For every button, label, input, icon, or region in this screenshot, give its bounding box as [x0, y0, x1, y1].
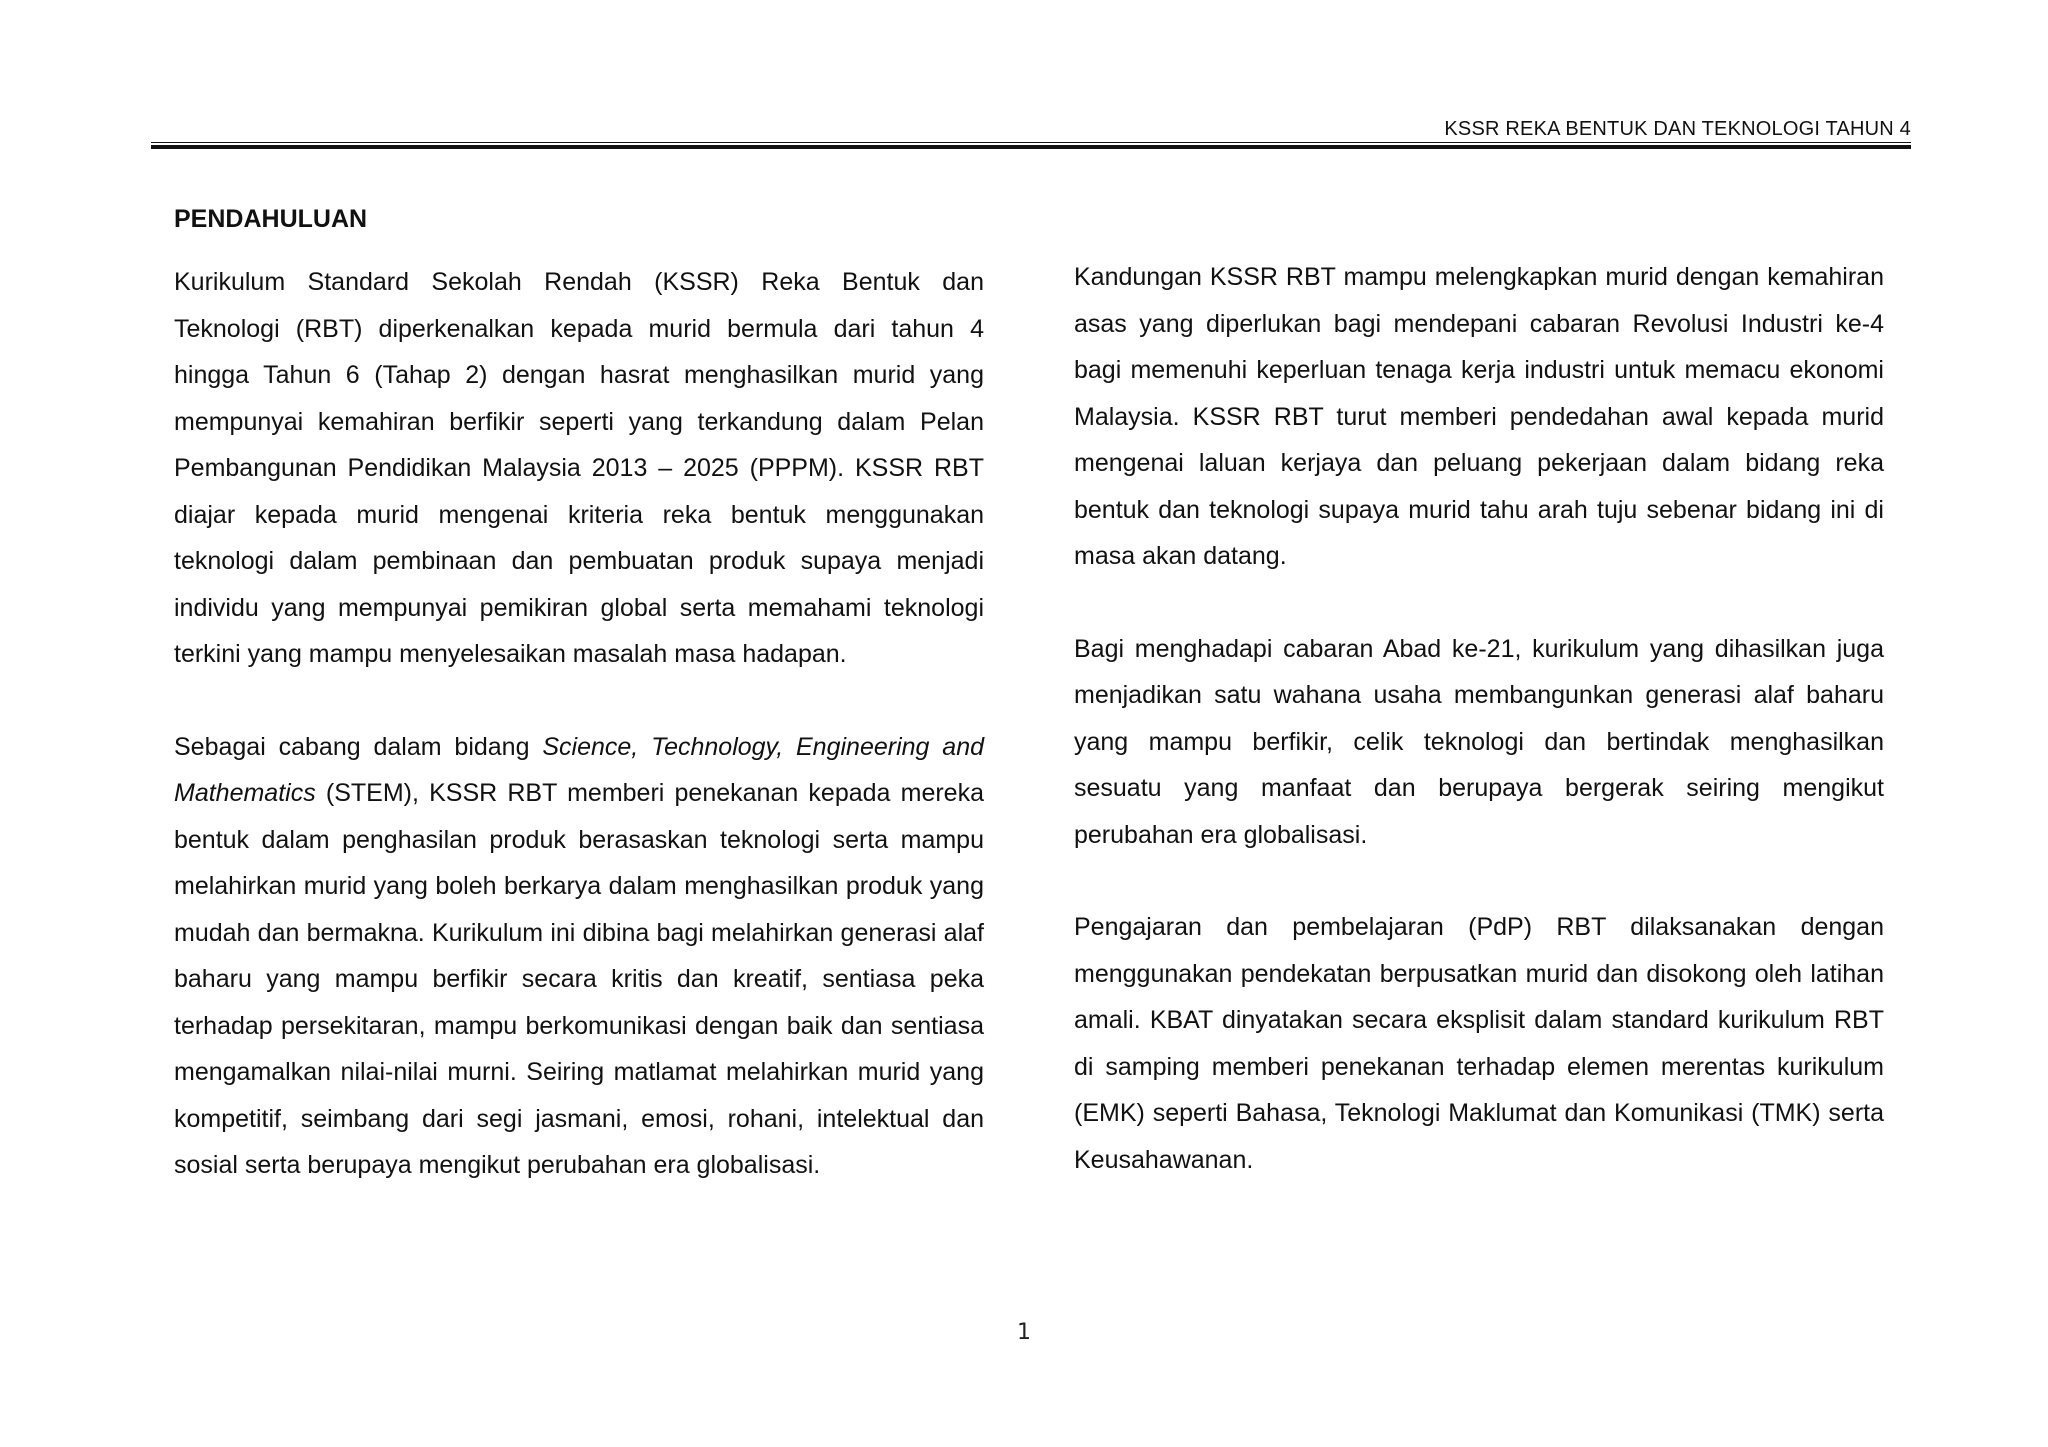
right-column — [1074, 254, 1884, 1183]
section-heading: PENDAHULUAN — [174, 205, 368, 233]
paragraph-challenge: Bagi menghadapi cabaran Abad ke-21, kurikulum yang dihasilkan juga menjadikan satu wahana usaha membangunkan generasi alaf baharu yang mampu berfikir, celik teknologi dan bertindak menghasilkan sesuatu yang manfaat dan berupaya bergerak seiring mengikut perubahan era globalisasi. — [1074, 634, 1884, 849]
paragraph-stem-start: Sebagai cabang dalam bidang — [174, 732, 543, 761]
header-rule-thick — [151, 145, 1911, 149]
left-column — [174, 200, 984, 1189]
paragraph-stem-italic: Science, Technology, Engineering and Mathematics — [174, 732, 984, 807]
page-number: 1 — [1017, 1320, 1031, 1345]
paragraph-content: Kandungan KSSR RBT mampu melengkapkan murid dengan kemahiran asas yang diperlukan bagi mendepani cabaran Revolusi Industri ke-4 bagi memenuhi keperluan tenaga kerja industri untuk memacu ekonomi Malaysia. KSSR RBT turut memberi pendedahan awal kepada murid mengenai laluan kerjaya dan peluang pekerjaan dalam bidang reka bentuk dan teknologi supaya murid tahu arah tuju sebenar bidang ini di masa akan datang. — [1074, 263, 1884, 570]
paragraph-pdp: Pengajaran dan pembelajaran (PdP) RBT dilaksanakan dengan menggunakan pendekatan berpusatkan murid dan disokong oleh latihan amali. KBAT dinyatakan secara eksplisit dalam standard kurikulum RBT di samping memberi penekanan terhadap elemen merentas kurikulum (EMK) seperti Bahasa, Teknologi Maklumat dan Komunikasi (TMK) serta Keusahawanan. — [1074, 913, 1884, 1174]
paragraph-intro: Kurikulum Standard Sekolah Rendah (KSSR) Reka Bentuk dan Teknologi (RBT) diperkenalkan kepada murid bermula dari tahun 4 hingga Tahun 6 (Tahap 2) dengan hasrat menghasilkan murid yang mempunyai kemahiran berfikir seperti yang terkandung dalam Pelan Pembangunan Pendidikan Malaysia 2013 – 2025 (PPPM). KSSR RBT diajar kepada murid mengenai kriteria reka bentuk menggunakan teknologi dalam pembinaan dan pembuatan produk supaya menjadi individu yang mempunyai pemikiran global serta memahami teknologi terkini yang mampu menyelesaikan masalah masa hadapan. — [174, 268, 984, 668]
running-header: KSSR REKA BENTUK DAN TEKNOLOGI TAHUN 4 — [1444, 118, 1911, 140]
paragraph-stem-rest: (STEM), KSSR RBT memberi penekanan kepada mereka bentuk dalam penghasilan produk berasaskan teknologi serta mampu melahirkan murid yang boleh berkarya dalam menghasilkan produk yang mudah dan bermakna. Kurikulum ini dibina bagi melahirkan generasi alaf baharu yang mampu berfikir secara kritis dan kreatif, sentiasa peka terhadap persekitaran, mampu berkomunikasi dengan baik dan sentiasa mengamalkan nilai-nilai murni. Seiring matlamat melahirkan murid yang kompetitif, seimbang dari segi jasmani, emosi, rohani, intelektual dan sosial serta berupaya mengikut perubahan era globalisasi. — [174, 779, 984, 1179]
paragraph-stem — [174, 724, 984, 1189]
header-rule-thin — [151, 142, 1911, 143]
